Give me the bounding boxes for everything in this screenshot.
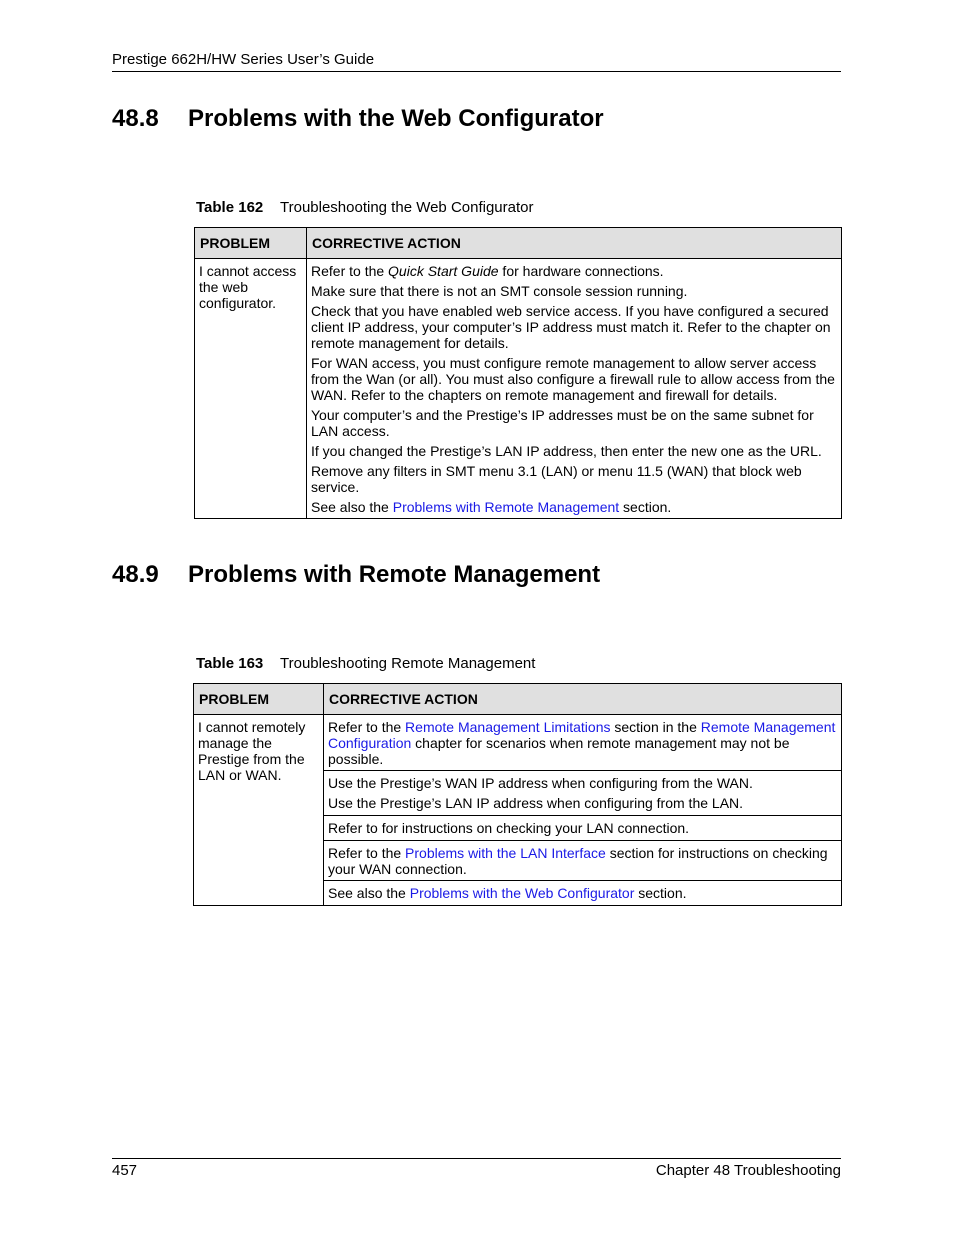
section-heading-48-8: [112, 105, 604, 133]
table-caption-text: Troubleshooting Remote Management: [280, 655, 536, 672]
section-heading-48-9: [112, 561, 600, 589]
table-web-configurator: [194, 227, 842, 519]
action-cell: [324, 881, 842, 906]
action-cell: [307, 259, 842, 519]
link-remote-management-configuration[interactable]: Remote Management Configuration: [328, 719, 836, 751]
col-header-corrective-action: CORRECTIVE ACTION: [307, 228, 842, 259]
table-header-row: [195, 228, 842, 259]
link-web-configurator[interactable]: Problems with the Web Configurator: [409, 885, 635, 901]
col-header-problem: PROBLEM: [195, 228, 307, 259]
section-title: Problems with the Web Configurator: [188, 105, 604, 132]
table-caption-163: [196, 655, 535, 672]
link-lan-interface[interactable]: Problems with the LAN Interface: [405, 845, 606, 861]
action-item: Refer to the Problems with the LAN Interface section for instructions on checking your WAN connection.: [328, 845, 828, 877]
footer-rule: [112, 1158, 841, 1159]
action-item: See also the Problems with the Web Configurator section.: [328, 885, 687, 901]
table-caption-162: [196, 199, 533, 216]
problem-cell: I cannot access the web configurator.: [195, 259, 307, 519]
action-item: Refer to the Remote Management Limitations section in the Remote Management Configuration chapter for scenarios when remote management may not be possible.: [328, 719, 836, 767]
action-item: Refer to for instructions on checking your LAN connection.: [328, 820, 690, 836]
action-item: See also the Problems with Remote Management section.: [311, 499, 672, 515]
action-item: Remove any filters in SMT menu 3.1 (LAN) or menu 11.5 (WAN) that block web service.: [311, 463, 802, 495]
action-item: If you changed the Prestige’s LAN IP address, then enter the new one as the URL.: [311, 443, 822, 459]
table-label: Table 163: [196, 655, 264, 672]
table-label: Table 162: [196, 199, 264, 216]
link-remote-management-limitations[interactable]: Remote Management Limitations: [405, 719, 611, 735]
action-cell: [324, 816, 842, 841]
table-header-row: [194, 684, 842, 715]
action-cell: [324, 715, 842, 771]
table-row: [195, 259, 842, 519]
link-remote-management[interactable]: Problems with Remote Management: [392, 499, 620, 515]
action-item: Make sure that there is not an SMT console session running.: [311, 283, 688, 299]
action-item: Use the Prestige’s WAN IP address when configuring from the WAN.: [328, 775, 753, 791]
running-header: Prestige 662H/HW Series User’s Guide: [112, 51, 375, 68]
action-item: Your computer’s and the Prestige’s IP addresses must be on the same subnet for LAN access.: [311, 407, 814, 439]
action-cell: [324, 841, 842, 881]
section-number: 48.8: [112, 105, 159, 132]
action-item: Check that you have enabled web service access. If you have configured a secured client IP address, your computer’s IP address must match it. Refer to the chapter on remote management for details.: [311, 303, 831, 351]
header-rule: [112, 71, 841, 72]
table-caption-text: Troubleshooting the Web Configurator: [280, 199, 534, 216]
problem-cell: I cannot remotely manage the Prestige from the LAN or WAN.: [194, 715, 324, 906]
col-header-problem: PROBLEM: [194, 684, 324, 715]
guide-title: Quick Start Guide: [388, 263, 499, 279]
action-item: Use the Prestige’s LAN IP address when configuring from the LAN.: [328, 795, 744, 811]
chapter-title: Chapter 48 Troubleshooting: [655, 1162, 841, 1179]
col-header-corrective-action: CORRECTIVE ACTION: [324, 684, 842, 715]
table-remote-management: [193, 683, 842, 906]
page-number: 457: [112, 1162, 138, 1179]
table-row: [194, 715, 842, 771]
action-cell: [324, 771, 842, 816]
section-number: 48.9: [112, 561, 159, 588]
action-item: Refer to the Quick Start Guide for hardware connections.: [311, 263, 664, 279]
section-title: Problems with Remote Management: [188, 561, 601, 588]
action-item: For WAN access, you must configure remote management to allow server access from the Wan (or all). You must also configure a firewall rule to allow access from the WAN. Refer to the chapters on remote management and firewall for details.: [311, 355, 835, 403]
